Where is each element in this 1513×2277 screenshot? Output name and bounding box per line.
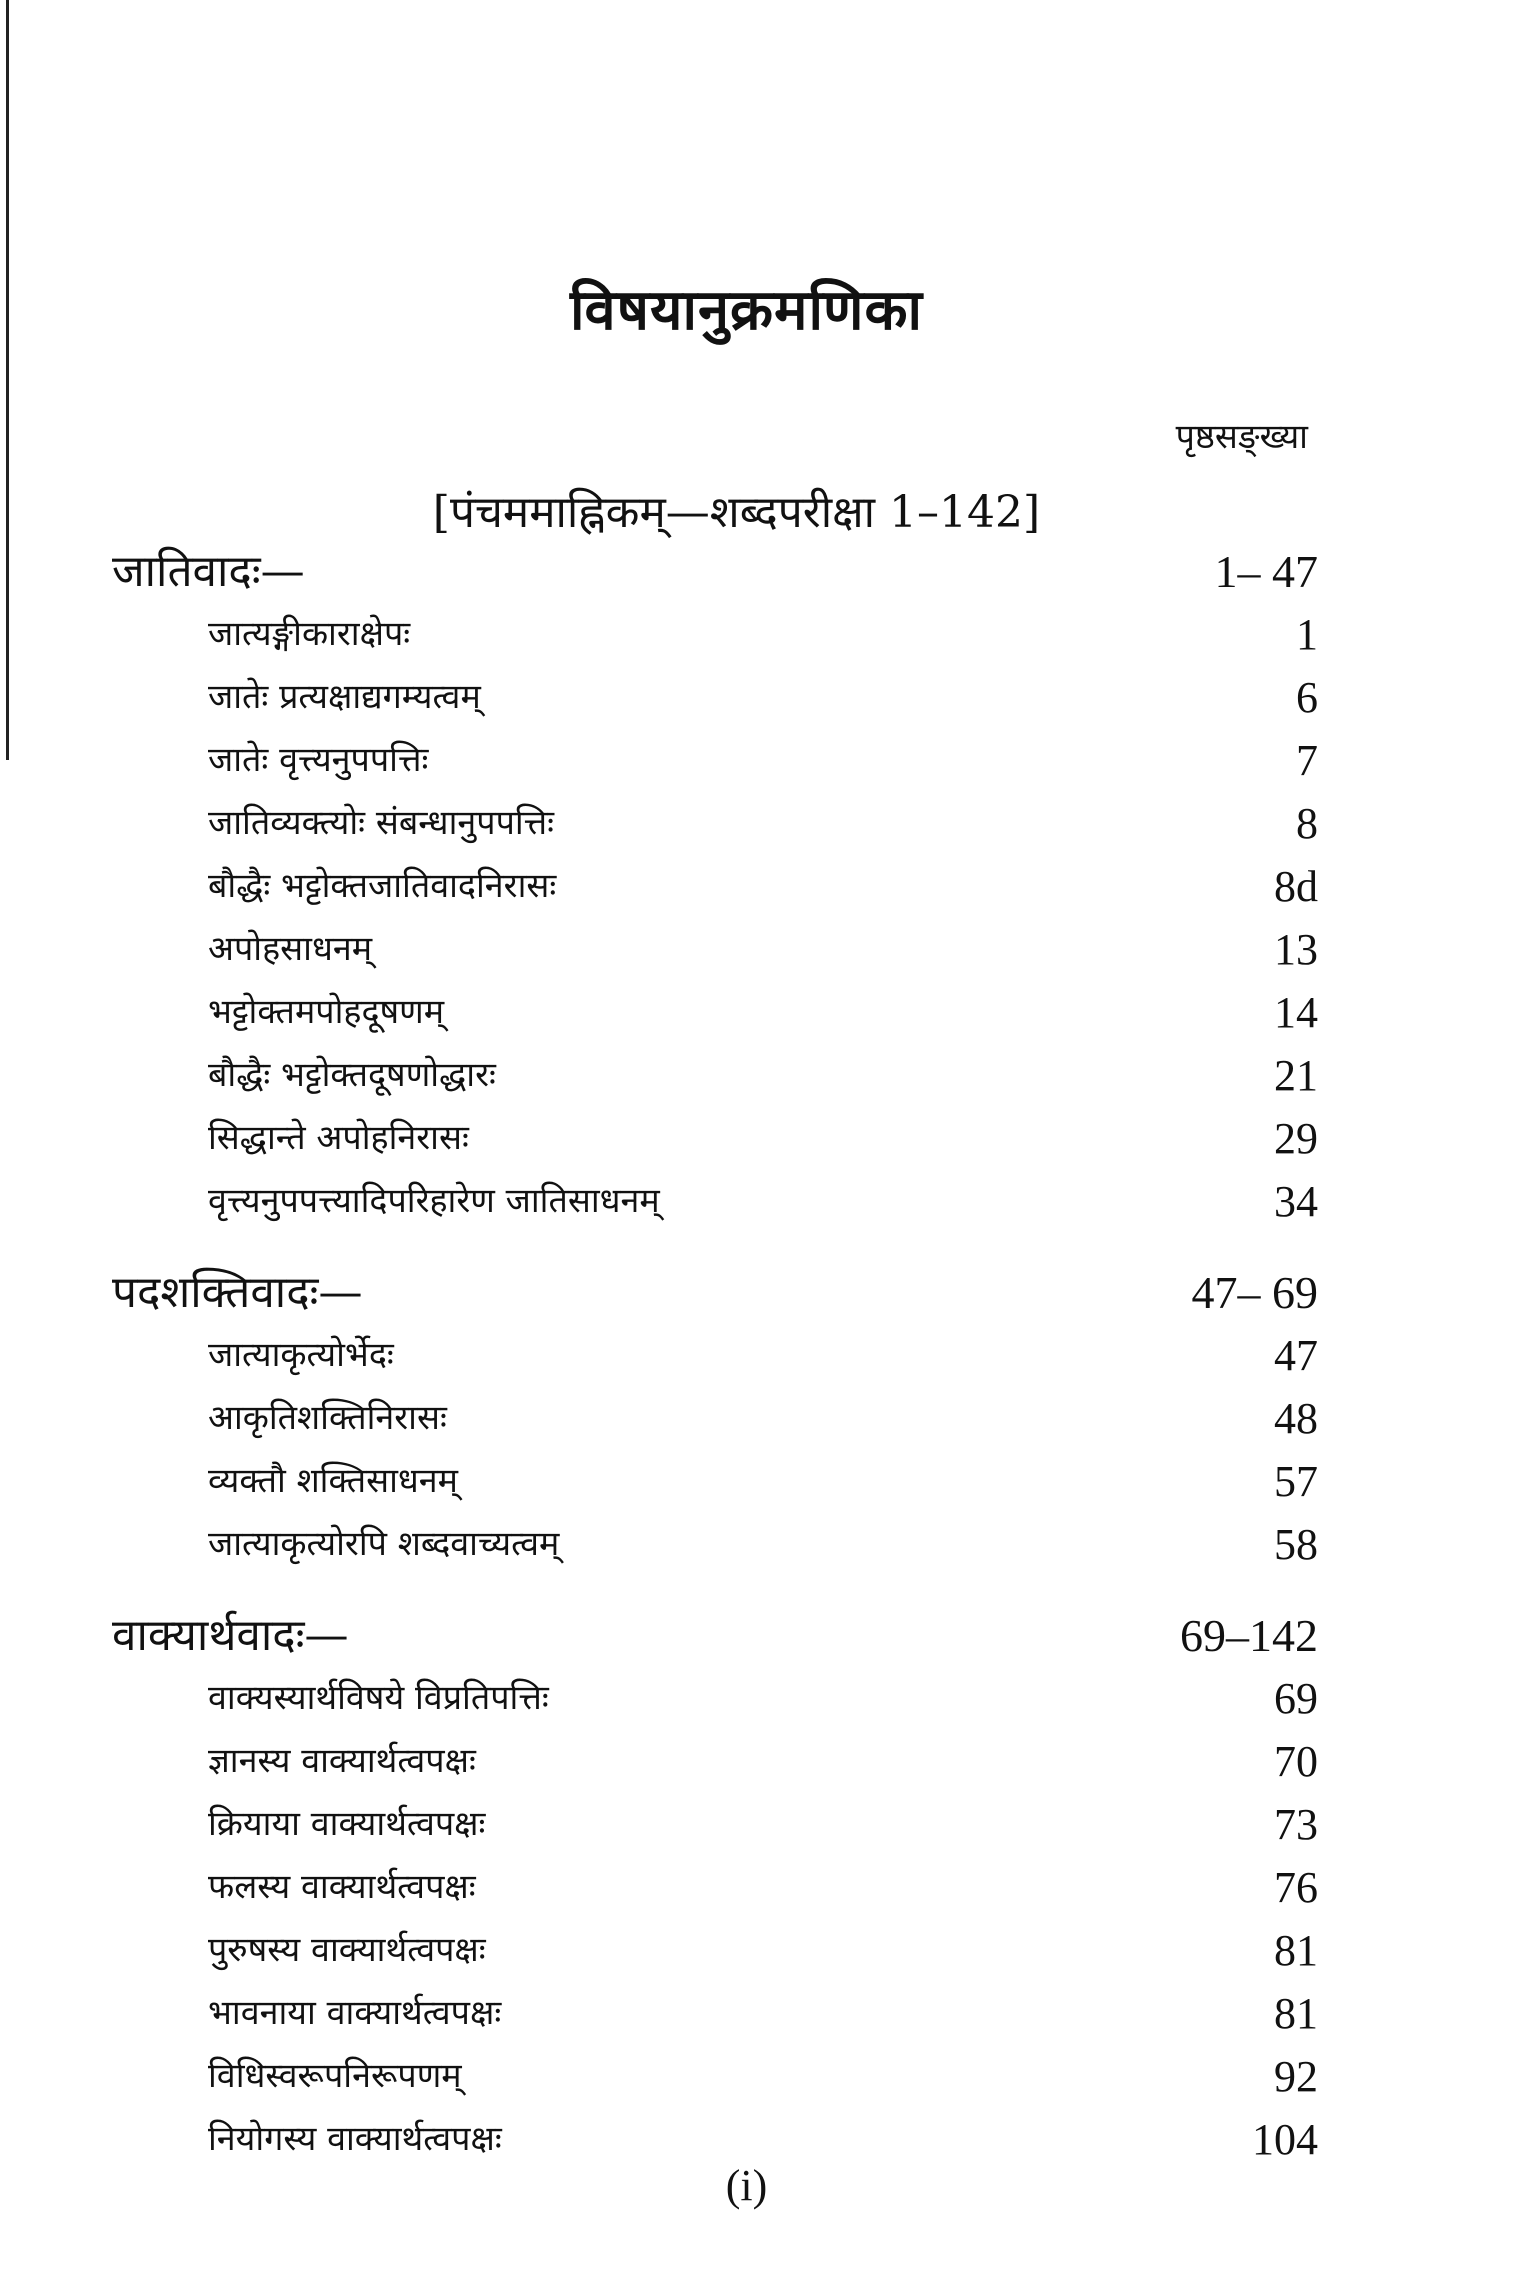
toc-entry [0,1170,1513,1233]
entry-title: ज्ञानस्य वाक्यार्थत्वपक्षः [208,1741,476,1781]
toc-entry [0,1107,1513,1170]
toc-section [0,1261,1513,1576]
entry-title: वाक्यस्यार्थविषये विप्रतिपत्तिः [208,1678,549,1718]
toc-entry [0,981,1513,1044]
entry-title: क्रियाया वाक्यार्थत्वपक्षः [208,1804,486,1844]
toc-section [0,1604,1513,2171]
section-heading: जातिवादः— [112,546,305,597]
entry-title: जातेः वृत्त्यनुपपत्तिः [208,740,429,780]
entry-page: 81 [1274,1926,1318,1975]
section-heading: पदशक्तिवादः— [112,1267,363,1318]
entry-title: सिद्धान्ते अपोहनिरासः [208,1118,469,1158]
toc-entry [0,1513,1513,1576]
toc-section [0,540,1513,1233]
toc-entry [0,603,1513,666]
toc-entry [0,918,1513,981]
entry-title: जात्याकृत्योर्भेदः [208,1335,394,1375]
section-page-range: 69–142 [1180,1610,1318,1661]
entry-page: 47 [1274,1331,1318,1380]
toc-entry [0,1919,1513,1982]
entry-page: 48 [1274,1394,1318,1443]
entry-page: 29 [1274,1114,1318,1163]
entry-page: 34 [1274,1177,1318,1226]
chapter-subtitle: [पंचममाह्निकम्—शब्दपरीक्षा 1–142] [432,487,1041,538]
toc-entry [0,1793,1513,1856]
entry-title: नियोगस्य वाक्यार्थत्वपक्षः [208,2119,502,2159]
entry-title: जातेः प्रत्यक्षाद्यगम्यत्वम् [208,677,481,717]
section-heading-row [0,1261,1513,1324]
toc-entry [0,855,1513,918]
toc-entry [0,1982,1513,2045]
section-heading-row [0,1604,1513,1667]
toc-entry [0,1730,1513,1793]
entry-title: व्यक्तौ शक्तिसाधनम् [208,1461,458,1501]
entry-title: बौद्धैः भट्टोक्तदूषणोद्धारः [208,1055,496,1095]
entry-page: 6 [1296,673,1318,722]
entry-page: 76 [1274,1863,1318,1912]
entry-title: जात्याकृत्योरपि शब्दवाच्यत्वम् [208,1524,560,1564]
entry-title: भावनाया वाक्यार्थत्वपक्षः [208,1993,502,2033]
entry-page: 13 [1274,925,1318,974]
entry-title: बौद्धैः भट्टोक्तजातिवादनिरासः [208,866,557,906]
entry-title: जातिव्यक्त्योः संबन्धानुपपत्तिः [208,803,555,843]
toc-entry [0,666,1513,729]
section-page-range: 47– 69 [1191,1267,1318,1318]
page-title: विषयानुक्रमणिका [569,277,924,343]
entry-page: 14 [1274,988,1318,1037]
entry-title: भट्टोक्तमपोहदूषणम् [208,992,445,1032]
toc-entry [0,1044,1513,1107]
entry-page: 1 [1296,610,1318,659]
entry-title: फलस्य वाक्यार्थत्वपक्षः [208,1867,476,1907]
entry-title: आकृतिशक्तिनिरासः [208,1398,447,1438]
toc-entry [0,1667,1513,1730]
entry-title: जात्यङ्गीकाराक्षेपः [208,614,411,654]
entry-page: 57 [1274,1457,1318,1506]
toc-entry [0,792,1513,855]
toc-entry [0,729,1513,792]
toc-entry [0,1324,1513,1387]
entry-page: 58 [1274,1520,1318,1569]
entry-page: 92 [1274,2052,1318,2101]
page-number: (i) [725,2161,768,2210]
toc-entry [0,2045,1513,2108]
entry-page: 73 [1274,1800,1318,1849]
section-page-range: 1– 47 [1214,546,1318,597]
entry-page: 21 [1274,1051,1318,1100]
entry-page: 8d [1274,862,1318,911]
page-count-label: पृष्ठसङ्ख्या [1175,417,1308,457]
section-heading-row [0,540,1513,603]
entry-title: वृत्त्यनुपपत्त्यादिपरिहारेण जातिसाधनम् [208,1181,660,1221]
entry-page: 70 [1274,1737,1318,1786]
entry-page: 8 [1296,799,1318,848]
toc-entry [0,1856,1513,1919]
toc-entry [0,1450,1513,1513]
section-heading: वाक्यार्थवादः— [112,1610,349,1661]
table-of-contents [0,540,1513,2171]
entry-page: 69 [1274,1674,1318,1723]
entry-page: 104 [1252,2115,1318,2164]
entry-title: अपोहसाधनम् [208,929,373,969]
entry-title: विधिस्वरूपनिरूपणम् [208,2056,462,2096]
entry-title: पुरुषस्य वाक्यार्थत्वपक्षः [208,1930,486,1970]
toc-entry [0,1387,1513,1450]
entry-page: 81 [1274,1989,1318,2038]
entry-page: 7 [1296,736,1318,785]
